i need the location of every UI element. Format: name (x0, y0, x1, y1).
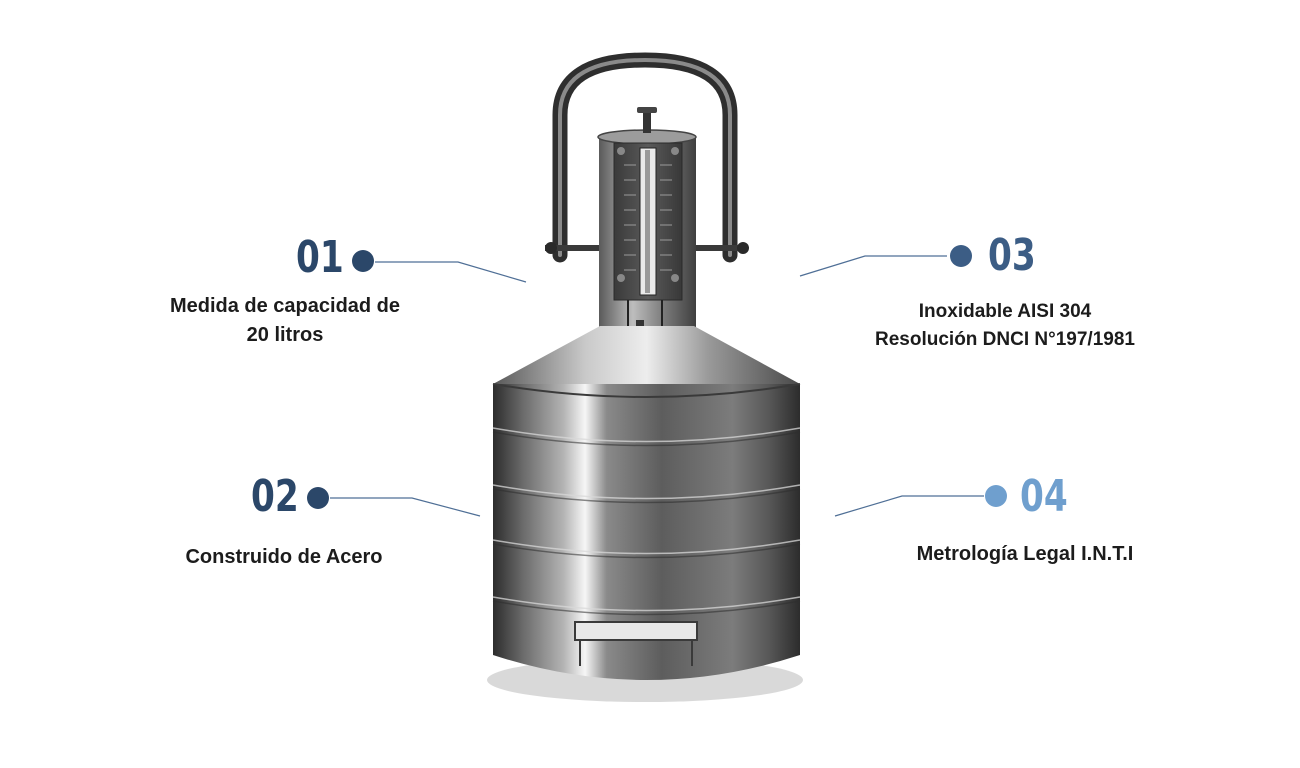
connector-line-02 (330, 498, 480, 516)
connector-line-04 (835, 496, 984, 516)
feature-text-04 (870, 540, 1180, 569)
feature-text-03-line-1: Inoxidable AISI 304 (918, 301, 1092, 322)
feature-dot-01 (352, 250, 374, 272)
feature-text-01-line-1: Medida de capacidad de (169, 295, 401, 317)
feature-text-01-line-2: 20 litros (246, 324, 324, 346)
feature-text-03-line-2: Resolución DNCI N°197/1981 (875, 328, 1135, 350)
feature-number-01: 01 (296, 232, 344, 283)
connector-line-03 (800, 256, 947, 276)
feature-number-04: 04 (1020, 471, 1068, 522)
feature-text-04-line-1: Metrología Legal I.N.T.I (916, 543, 1134, 565)
feature-dot-03 (950, 245, 972, 267)
feature-dot-02 (307, 487, 329, 509)
feature-number-03: 03 (988, 230, 1036, 281)
feature-text-02 (139, 543, 429, 572)
feature-text-02-line-1: Construido de Acero (185, 546, 383, 568)
connector-line-01 (375, 262, 526, 282)
feature-text-01 (140, 292, 430, 350)
feature-dot-04 (985, 485, 1007, 507)
bottom-grip (575, 622, 697, 640)
feature-text-03 (850, 298, 1160, 353)
feature-number-02: 02 (251, 471, 299, 522)
can-shoulder (493, 326, 800, 384)
